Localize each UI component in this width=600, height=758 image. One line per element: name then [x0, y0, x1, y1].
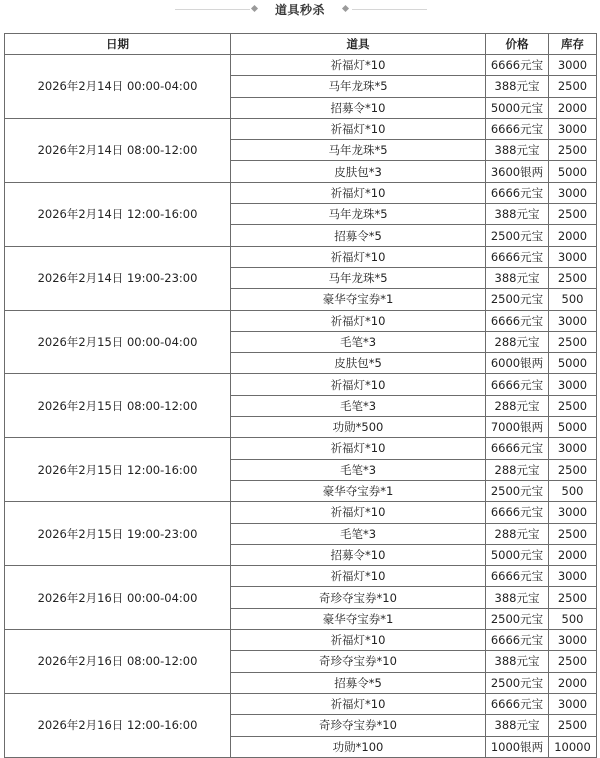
time-slot-cell: 2026年2月15日 08:00-12:00	[5, 374, 231, 438]
price-cell: 388元宝	[486, 715, 549, 736]
stock-cell: 3000	[549, 502, 597, 523]
stock-cell: 3000	[549, 566, 597, 587]
stock-cell: 2500	[549, 523, 597, 544]
price-cell: 388元宝	[486, 204, 549, 225]
stock-cell: 2500	[549, 331, 597, 352]
price-cell: 6666元宝	[486, 374, 549, 395]
table-row	[5, 630, 597, 651]
item-cell: 豪华夺宝券*1	[231, 289, 486, 310]
item-cell: 皮肤包*5	[231, 353, 486, 374]
price-cell: 6666元宝	[486, 693, 549, 714]
item-cell: 祈福灯*10	[231, 438, 486, 459]
table-row	[5, 118, 597, 139]
price-cell: 1000银两	[486, 736, 549, 757]
table-row	[5, 182, 597, 203]
table-row	[5, 502, 597, 523]
price-cell: 388元宝	[486, 140, 549, 161]
price-cell: 2500元宝	[486, 289, 549, 310]
price-cell: 3600银两	[486, 161, 549, 182]
item-cell: 马年龙珠*5	[231, 204, 486, 225]
price-cell: 6666元宝	[486, 246, 549, 267]
table-header-row	[5, 34, 597, 55]
time-slot-cell: 2026年2月15日 00:00-04:00	[5, 310, 231, 374]
stock-cell: 3000	[549, 630, 597, 651]
item-cell: 祈福灯*10	[231, 246, 486, 267]
price-cell: 388元宝	[486, 267, 549, 288]
item-cell: 毛笔*3	[231, 523, 486, 544]
stock-cell: 2000	[549, 225, 597, 246]
item-cell: 豪华夺宝券*1	[231, 480, 486, 501]
price-cell: 288元宝	[486, 331, 549, 352]
table-row	[5, 246, 597, 267]
column-header-item: 道具	[231, 34, 486, 55]
item-cell: 招募令*5	[231, 672, 486, 693]
item-cell: 祈福灯*10	[231, 55, 486, 76]
price-cell: 2500元宝	[486, 480, 549, 501]
stock-cell: 3000	[549, 182, 597, 203]
price-cell: 6666元宝	[486, 438, 549, 459]
price-cell: 2500元宝	[486, 672, 549, 693]
stock-cell: 2500	[549, 651, 597, 672]
table-row	[5, 693, 597, 714]
stock-cell: 3000	[549, 438, 597, 459]
time-slot-cell: 2026年2月16日 12:00-16:00	[5, 693, 231, 757]
stock-cell: 2500	[549, 204, 597, 225]
stock-cell: 3000	[549, 246, 597, 267]
price-cell: 288元宝	[486, 459, 549, 480]
price-cell: 6666元宝	[486, 630, 549, 651]
stock-cell: 3000	[549, 55, 597, 76]
time-slot-cell: 2026年2月14日 08:00-12:00	[5, 118, 231, 182]
item-cell: 马年龙珠*5	[231, 140, 486, 161]
stock-cell: 2500	[549, 76, 597, 97]
item-cell: 豪华夺宝券*1	[231, 608, 486, 629]
item-cell: 招募令*5	[231, 225, 486, 246]
price-cell: 288元宝	[486, 523, 549, 544]
time-slot-cell: 2026年2月14日 19:00-23:00	[5, 246, 231, 310]
item-cell: 招募令*10	[231, 544, 486, 565]
item-cell: 马年龙珠*5	[231, 76, 486, 97]
price-cell: 6666元宝	[486, 118, 549, 139]
price-cell: 388元宝	[486, 587, 549, 608]
column-header-price: 价格	[486, 34, 549, 55]
item-cell: 祈福灯*10	[231, 310, 486, 331]
table-row	[5, 438, 597, 459]
item-cell: 奇珍夺宝券*10	[231, 715, 486, 736]
price-cell: 6666元宝	[486, 566, 549, 587]
item-cell: 祈福灯*10	[231, 630, 486, 651]
stock-cell: 500	[549, 480, 597, 501]
stock-cell: 5000	[549, 417, 597, 438]
flash-sale-table	[4, 33, 597, 758]
item-cell: 马年龙珠*5	[231, 267, 486, 288]
price-cell: 7000银两	[486, 417, 549, 438]
item-cell: 功勋*100	[231, 736, 486, 757]
column-header-date: 日期	[5, 34, 231, 55]
stock-cell: 3000	[549, 118, 597, 139]
price-cell: 6666元宝	[486, 502, 549, 523]
stock-cell: 10000	[549, 736, 597, 757]
stock-cell: 2000	[549, 672, 597, 693]
time-slot-cell: 2026年2月16日 00:00-04:00	[5, 566, 231, 630]
price-cell: 388元宝	[486, 651, 549, 672]
time-slot-cell: 2026年2月15日 19:00-23:00	[5, 502, 231, 566]
item-cell: 祈福灯*10	[231, 374, 486, 395]
item-cell: 奇珍夺宝券*10	[231, 651, 486, 672]
time-slot-cell: 2026年2月16日 08:00-12:00	[5, 630, 231, 694]
stock-cell: 5000	[549, 161, 597, 182]
stock-cell: 3000	[549, 374, 597, 395]
item-cell: 招募令*10	[231, 97, 486, 118]
item-cell: 祈福灯*10	[231, 693, 486, 714]
stock-cell: 2500	[549, 267, 597, 288]
stock-cell: 2500	[549, 459, 597, 480]
title-divider-right	[352, 9, 427, 10]
item-cell: 奇珍夺宝券*10	[231, 587, 486, 608]
stock-cell: 2500	[549, 395, 597, 416]
table-row	[5, 55, 597, 76]
table-body	[5, 55, 597, 758]
table-row	[5, 310, 597, 331]
price-cell: 288元宝	[486, 395, 549, 416]
item-cell: 祈福灯*10	[231, 502, 486, 523]
stock-cell: 2000	[549, 544, 597, 565]
stock-cell: 3000	[549, 310, 597, 331]
item-cell: 皮肤包*3	[231, 161, 486, 182]
item-cell: 祈福灯*10	[231, 566, 486, 587]
stock-cell: 3000	[549, 693, 597, 714]
item-cell: 毛笔*3	[231, 459, 486, 480]
price-cell: 6000银两	[486, 353, 549, 374]
stock-cell: 500	[549, 608, 597, 629]
price-cell: 5000元宝	[486, 97, 549, 118]
table-row	[5, 566, 597, 587]
item-cell: 功勋*500	[231, 417, 486, 438]
table-row	[5, 374, 597, 395]
stock-cell: 2500	[549, 587, 597, 608]
page-title: 道具秒杀	[274, 3, 325, 17]
time-slot-cell: 2026年2月15日 12:00-16:00	[5, 438, 231, 502]
stock-cell: 5000	[549, 353, 597, 374]
price-cell: 388元宝	[486, 76, 549, 97]
stock-cell: 500	[549, 289, 597, 310]
stock-cell: 2500	[549, 715, 597, 736]
time-slot-cell: 2026年2月14日 00:00-04:00	[5, 55, 231, 119]
stock-cell: 2000	[549, 97, 597, 118]
price-cell: 6666元宝	[486, 182, 549, 203]
time-slot-cell: 2026年2月14日 12:00-16:00	[5, 182, 231, 246]
column-header-stock: 库存	[549, 34, 597, 55]
item-cell: 祈福灯*10	[231, 182, 486, 203]
price-cell: 6666元宝	[486, 55, 549, 76]
price-cell: 2500元宝	[486, 225, 549, 246]
stock-cell: 2500	[549, 140, 597, 161]
price-cell: 6666元宝	[486, 310, 549, 331]
item-cell: 祈福灯*10	[231, 118, 486, 139]
section-title-bar	[0, 0, 600, 22]
item-cell: 毛笔*3	[231, 331, 486, 352]
price-cell: 2500元宝	[486, 608, 549, 629]
price-cell: 5000元宝	[486, 544, 549, 565]
item-cell: 毛笔*3	[231, 395, 486, 416]
